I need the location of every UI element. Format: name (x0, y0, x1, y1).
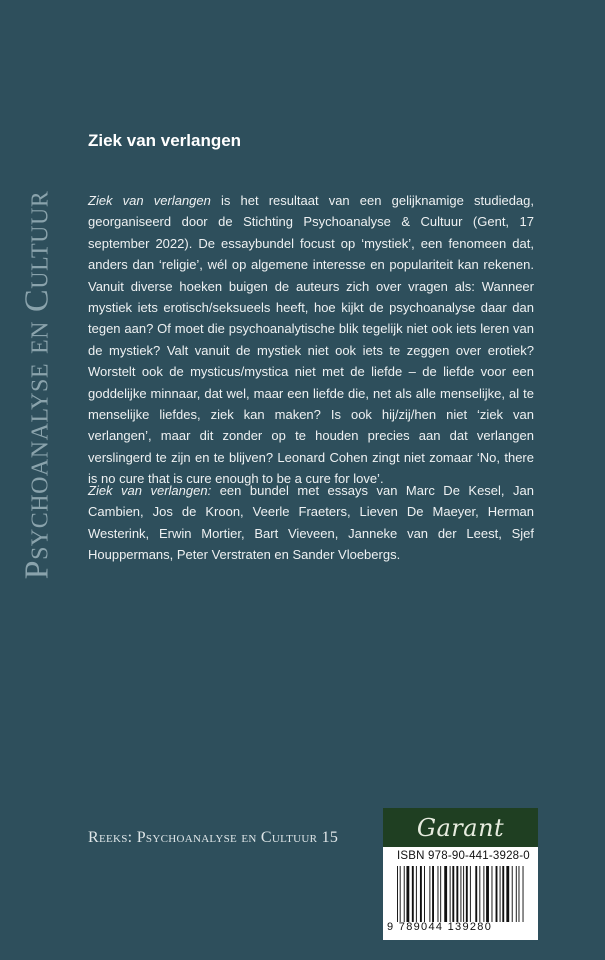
contributors-text: een bundel met essays van Marc De Kesel, Jan Cambien, Jos de Kroon, Veerle Fraeters, Lieven De Maeyer, Herman Westerink, Erwin Mortier, Bart Vieveen, Janneke van der Leest, Sjef Houppermans, Peter Verstraten en Sander Vloebergs. (88, 483, 534, 563)
blurb-paragraph-1 (88, 190, 534, 490)
barcode-image (397, 866, 525, 922)
publisher-block (383, 808, 538, 940)
blurb-paragraph-1-text: is het resultaat van een gelijknamige studiedag, georganiseerd door de Stichting Psychoanalyse & Cultuur (Gent, 17 september 2022). De essaybundel focust op ‘mystiek’, een fenomeen dat, anders dan ‘religie’, wél op algemene interesse en populariteit kan rekenen. Vanuit diverse hoeken buigen de auteurs zich over vragen als: Wanneer mystiek iets erotisch/seksueels heeft, hoe kijkt de psychoanalyse daar dan tegen aan? Of moet die psychoanalytische blik tegelijk niet ook iets leren van de mystiek? Valt vanuit de mystiek niet ook iets te zeggen over erotiek? Worstelt ook de mysticus/mystica niet met de liefde – de liefde voor een goddelijke minnaar, dat wel, maar een liefde die, net als alle menselijke, al te menselijke liefdes, ziek kan maken? Is ook hij/zij/hen niet ‘ziek van verlangen’, maar dit zonder op te houden precies aan dat verlangen verslingerd te zijn en te blijven? Leonard Cohen zingt niet zomaar ‘No, there is no cure that is cure enough to be a cure for love’. (88, 193, 534, 487)
contributors-title-emphasis: Ziek van verlangen: (88, 483, 212, 498)
barcode-digits: 9 789044 139280 (387, 921, 493, 933)
blurb-paragraph-2 (88, 480, 534, 566)
blurb-title-emphasis: Ziek van verlangen (88, 193, 211, 208)
spine-series-title (6, 132, 68, 638)
publisher-logo-text: Garant (416, 813, 505, 842)
series-label: Reeks: Psychoanalyse en Cultuur 15 (88, 829, 339, 846)
publisher-logo (383, 808, 538, 847)
spine-series-text: Psychoanalyse en Cultuur (18, 190, 55, 580)
book-title: Ziek van verlangen (88, 131, 242, 150)
isbn-label: ISBN 978-90-441-3928-0 (397, 850, 530, 862)
